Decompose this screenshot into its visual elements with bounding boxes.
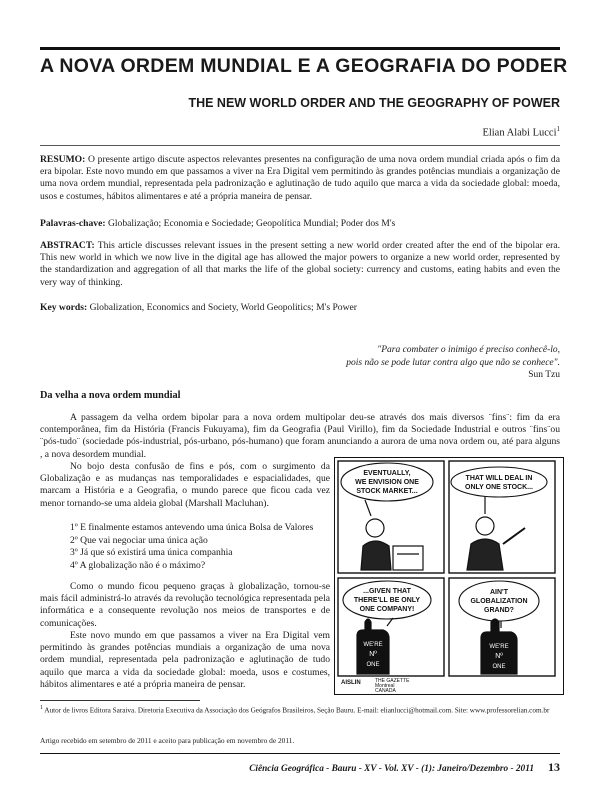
list-item: 1º E finalmente estamos antevendo uma única Bolsa de Valores <box>70 522 314 533</box>
editorial-cartoon <box>334 457 564 695</box>
abstract-text: This article discusses relevant issues in the present setting a new world order created after the end of the bipolar era. This new world in which we now live in the digital age has allowed the major powers to organize a new world order, represented by the standardization and aggregation of all that marks the life of the global society: currency and customs, eating habits and even the very way of thinking. <box>40 240 560 288</box>
body-paragraph-3: Como o mundo ficou pequeno graças à globalização, tornou-se mais fácil administrá-lo através da revolução tecnológica representada pela informática e a consequente revolução nos meios de transportes e de comunicações. <box>40 581 330 629</box>
bubble-1-line-1: EVENTUALLY, <box>363 470 411 477</box>
finger-1-line-3: ONE <box>366 662 380 668</box>
list-item: 2º Que vai negociar uma única ação <box>70 534 208 546</box>
body-paragraph-1: A passagem da velha ordem bipolar para a nova ordem multipolar deu-se através dos mais diversos ¨fins¨: fim da era contemporânea, fim da História (Francis Fukuyama), fim da Geografia (Paul Virillo), fim da Sociedade Industrial e outros ¨fins¨ou ¨pós-tudo¨ (sociedade pós-industrial, pós-urbano, pós-humano) que foram anunciando a aurora de uma nova ordem ou, até para alguns , a nova desordem mundial. <box>40 412 560 460</box>
footnote-mark: 1 <box>40 705 43 711</box>
footnote <box>40 704 560 715</box>
abstract-paragraph <box>40 240 560 289</box>
bubble-4-line-1: AIN'T <box>490 589 508 596</box>
keywords-label: Key words: <box>40 302 88 313</box>
resumo-text: O presente artigo discute aspectos relevantes presentes na configuração de uma nova ordem mundial criada após o fim da era bipolar. Este novo mundo em que passamos a viver na Era Digital vem permitindo às grandes potências mundiais a organização de uma nova ordem mundial, representada pela padronização e aglutinação de tudo aquilo que marca a vida da sociedade global: moeda, usos e costumes, hábitos alimentares e até a própria maneira de pensar. <box>40 154 560 202</box>
author-label: Elian Alabi Lucci <box>482 127 557 139</box>
abstract-label: ABSTRACT: <box>40 240 95 251</box>
epigraph-line-2: pois não se pode lutar contra algo que não se conhece". <box>346 357 560 368</box>
palavras-chave-label: Palavras-chave: <box>40 218 106 229</box>
list-item: 3º Já que só existirá uma única companhia <box>70 547 233 558</box>
epigraph-source: Sun Tzu <box>528 370 560 380</box>
body-paragraph-2: No bojo desta confusão de fins e pós, com o surgimento da Globalização e as mudanças nas temporalidades e espacialidades, que marcam a História e a Geografia, o mundo parece que ficou cada vez menor tornando-se uma aldeia global (Marshall Macluhan). <box>40 461 330 509</box>
page-footer <box>249 760 560 775</box>
header-divider <box>40 145 560 146</box>
bubble-3-line-2: THERE'LL BE ONLY <box>353 597 421 604</box>
bubble-2-line-2: ONLY ONE STOCK... <box>465 484 533 491</box>
resumo-label: RESUMO: <box>40 154 86 165</box>
speaker-head-2 <box>476 517 494 535</box>
author-name <box>482 125 560 139</box>
bubble-3-line-1: ...GIVEN THAT <box>363 588 411 595</box>
speaker-body <box>361 541 391 570</box>
body-paragraph-4: Este novo mundo em que passamos a viver na Era Digital vem permitindo às grandes potências mundiais a organização de uma nova ordem mundial, representada pela padronização e aglutinação de tudo aquilo que marca a vida da sociedade global: moeda, usos e costumes, hábitos alimentares e até a própria maneira de pensar. <box>40 630 330 690</box>
bubble-1-tail <box>365 500 371 516</box>
top-rule <box>40 47 560 50</box>
section-heading: Da velha a nova ordem mundial <box>40 390 181 401</box>
finger-2-line-3: ONE <box>492 664 506 670</box>
footer-rule <box>40 753 560 754</box>
finger-1-line-2: Nº <box>369 651 377 658</box>
article-title: A NOVA ORDEM MUNDIAL E A GEOGRAFIA DO PODER <box>40 55 568 77</box>
speaker-body-2 <box>467 539 503 570</box>
keywords-paragraph <box>40 302 560 314</box>
finger-1-line-1: WE'RE <box>363 642 383 648</box>
cartoon-credit-3: CANADA <box>375 688 396 694</box>
bubble-1-line-2: WE ENVISION ONE <box>355 479 419 486</box>
received-date-note: Artigo recebido em setembro de 2011 e aceito para publicação em novembro de 2011. <box>40 736 295 745</box>
cartoon-credit-2: Montreal <box>375 683 395 689</box>
palavras-chave-text: Globalização; Economia e Sociedade; Geopolítica Mundial; Poder dos M's <box>105 218 396 229</box>
cartoon-credit-1: THE GAZETTE <box>375 678 410 684</box>
bubble-3-line-3: ONE COMPANY! <box>359 606 415 613</box>
finger-2-line-2: Nº <box>495 653 503 660</box>
journal-citation: Ciência Geográfica - Bauru - XV - Vol. XV - (1): Janeiro/Dezembro - 2011 <box>249 764 534 774</box>
ordinal-list <box>70 522 330 572</box>
bubble-4-line-3: GRAND? <box>484 607 514 614</box>
footnote-text: Autor de livros Editora Saraiva. Diretoria Executiva da Associação dos Geógrafos Brasileiros, Seção Bauru. E-mail: elianlucci@hotmail.com. Site: www.professorelian.com.br <box>43 706 550 715</box>
bubble-2-line-1: THAT WILL DEAL IN <box>465 475 533 482</box>
bubble-1-line-3: STOCK MARKET... <box>356 488 418 495</box>
finger-2-line-1: WE'RE <box>489 644 509 650</box>
podium <box>393 546 423 570</box>
epigraph <box>260 344 560 382</box>
epigraph-line-1: "Para combater o inimigo é preciso conhecê-lo, <box>377 345 560 355</box>
speech-bubble-2 <box>451 467 547 497</box>
speaker-head <box>366 519 384 537</box>
author-footnote-mark: 1 <box>556 125 560 133</box>
footnote-rule <box>40 700 200 701</box>
palavras-chave-paragraph <box>40 218 560 230</box>
cartoon-drawing <box>335 458 563 694</box>
resumo-paragraph <box>40 154 560 203</box>
article-subtitle: THE NEW WORLD ORDER AND THE GEOGRAPHY OF POWER <box>188 96 560 110</box>
list-item: 4º A globalização não é o máximo? <box>70 559 206 571</box>
page-number: 13 <box>548 760 560 774</box>
pointing-arm <box>503 528 525 544</box>
cartoon-signature: AISLIN <box>341 680 361 686</box>
keywords-text: Globalization, Economics and Society, World Geopolitics; M's Power <box>87 302 357 313</box>
bubble-4-line-2: GLOBALIZATION <box>470 598 528 605</box>
